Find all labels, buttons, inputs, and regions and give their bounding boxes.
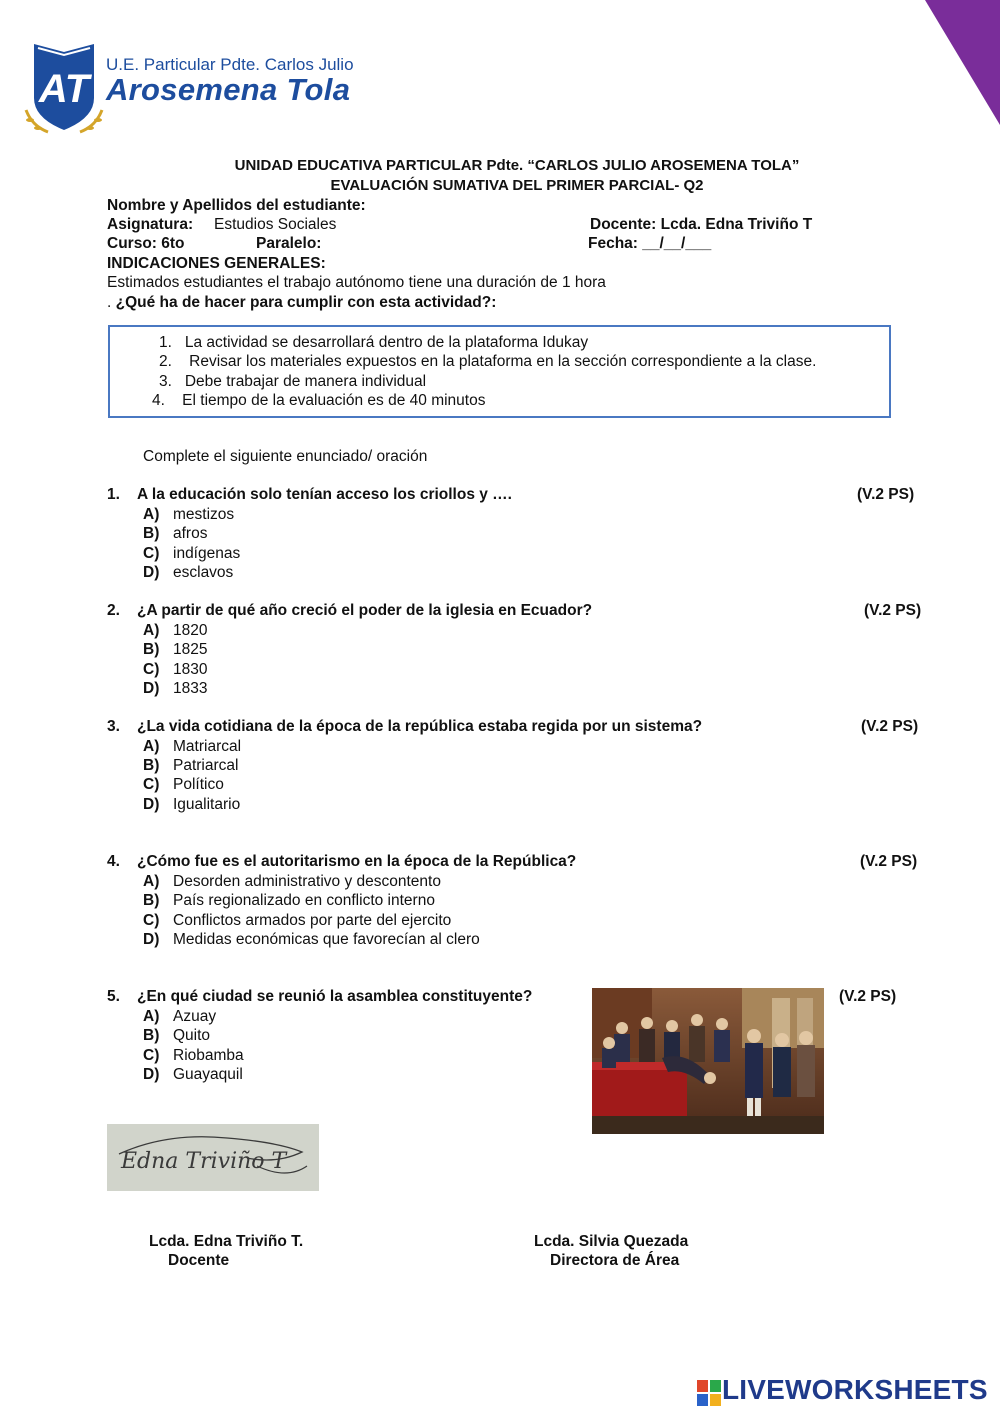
question-points: (V.2 PS) — [861, 718, 919, 735]
answer-option[interactable]: D) 1833 — [143, 680, 208, 697]
evaluation-title: EVALUACIÓN SUMATIVA DEL PRIMER PARCIAL- Q2 — [330, 177, 704, 194]
answer-option[interactable]: A) mestizos — [143, 506, 235, 523]
activity-question-text: ¿Qué ha de hacer para cumplir con esta actividad?: — [115, 294, 497, 311]
logo-school-line1: U.E. Particular Pdte. Carlos Julio — [106, 55, 354, 74]
signature-script: Edna Triviño T — [121, 1149, 287, 1174]
teacher-signature-role: Docente — [168, 1252, 230, 1269]
answer-option[interactable]: D) esclavos — [143, 564, 234, 581]
answer-option[interactable]: B) 1825 — [143, 641, 208, 658]
student-name-label: Nombre y Apellidos del estudiante: — [107, 197, 366, 214]
instruction-item: 4. El tiempo de la evaluación es de 40 minutos — [152, 392, 486, 409]
question-text: A la educación solo tenían acceso los criollos y …. — [137, 486, 512, 503]
corner-decoration — [925, 0, 1000, 125]
question-number: 3. — [107, 718, 120, 735]
liveworksheets-brand[interactable]: LIVEWORKSHEETS — [722, 1374, 988, 1405]
instruction-item: 1. La actividad se desarrollará dentro de la plataforma Idukay — [159, 334, 589, 351]
answer-option[interactable]: B) Patriarcal — [143, 757, 239, 774]
assembly-painting-image — [592, 988, 824, 1134]
question-points: (V.2 PS) — [860, 853, 918, 870]
intro-text: Estimados estudiantes el trabajo autónomo tiene una duración de 1 hora — [107, 274, 606, 291]
activity-question-prefix: . — [107, 294, 116, 311]
answer-option[interactable]: B) Quito — [143, 1027, 211, 1044]
question-number: 1. — [107, 486, 120, 503]
subject-value: Estudios Sociales — [214, 216, 337, 233]
question-points: (V.2 PS) — [857, 486, 915, 503]
director-signature-name: Lcda. Silvia Quezada — [534, 1233, 689, 1250]
logo-school-line2: Arosemena Tola — [106, 72, 351, 107]
shield-icon — [22, 40, 106, 136]
question-number: 2. — [107, 602, 120, 619]
question-text: ¿A partir de qué año creció el poder de la iglesia en Ecuador? — [137, 602, 593, 619]
parallel-label: Paralelo: — [256, 235, 322, 252]
liveworksheets-logo-icon — [697, 1380, 721, 1406]
question-points: (V.2 PS) — [864, 602, 922, 619]
date-label: Fecha: __/__/___ — [588, 235, 712, 252]
answer-option[interactable]: C) Riobamba — [143, 1047, 244, 1064]
activity-question — [107, 294, 496, 312]
answer-option[interactable]: D) Medidas económicas que favorecían al clero — [143, 931, 480, 948]
subject-label: Asignatura: — [107, 216, 194, 233]
institution-title: UNIDAD EDUCATIVA PARTICULAR Pdte. “CARLOS JULIO AROSEMENA TOLA” — [234, 157, 800, 174]
question-text: ¿La vida cotidiana de la época de la república estaba regida por un sistema? — [137, 718, 703, 735]
answer-option[interactable]: C) Conflictos armados por parte del ejercito — [143, 912, 452, 929]
general-instructions-heading: INDICACIONES GENERALES: — [107, 255, 326, 272]
question-text: ¿En qué ciudad se reunió la asamblea constituyente? — [137, 988, 533, 1005]
answer-option[interactable]: B) País regionalizado en conflicto interno — [143, 892, 435, 909]
instruction-item: 2. Revisar los materiales expuestos en la plataforma en la sección correspondiente a la clase. — [159, 353, 817, 370]
logo-monogram: AT — [38, 67, 90, 111]
course-label: Curso: 6to — [107, 235, 185, 252]
answer-option[interactable]: D) Guayaquil — [143, 1066, 243, 1083]
answer-option[interactable]: A) Matriarcal — [143, 738, 242, 755]
answer-option[interactable]: D) Igualitario — [143, 796, 241, 813]
question-text: ¿Cómo fue es el autoritarismo en la época de la República? — [137, 853, 577, 870]
answer-option[interactable]: C) indígenas — [143, 545, 241, 562]
prompt-text: Complete el siguiente enunciado/ oración — [143, 448, 428, 465]
question-number: 5. — [107, 988, 120, 1005]
answer-option[interactable]: B) afros — [143, 525, 208, 542]
answer-option[interactable]: A) 1820 — [143, 622, 208, 639]
signature-image — [107, 1124, 319, 1191]
teacher-label: Docente: Lcda. Edna Triviño T — [590, 216, 813, 233]
director-signature-role: Directora de Área — [550, 1252, 680, 1269]
answer-option[interactable]: A) Azuay — [143, 1008, 217, 1025]
answer-option[interactable]: C) 1830 — [143, 661, 208, 678]
question-number: 4. — [107, 853, 120, 870]
instruction-item: 3. Debe trabajar de manera individual — [159, 373, 427, 390]
question-points: (V.2 PS) — [839, 988, 897, 1005]
teacher-signature-name: Lcda. Edna Triviño T. — [149, 1233, 304, 1250]
answer-option[interactable]: C) Político — [143, 776, 224, 793]
answer-option[interactable]: A) Desorden administrativo y descontento — [143, 873, 441, 890]
